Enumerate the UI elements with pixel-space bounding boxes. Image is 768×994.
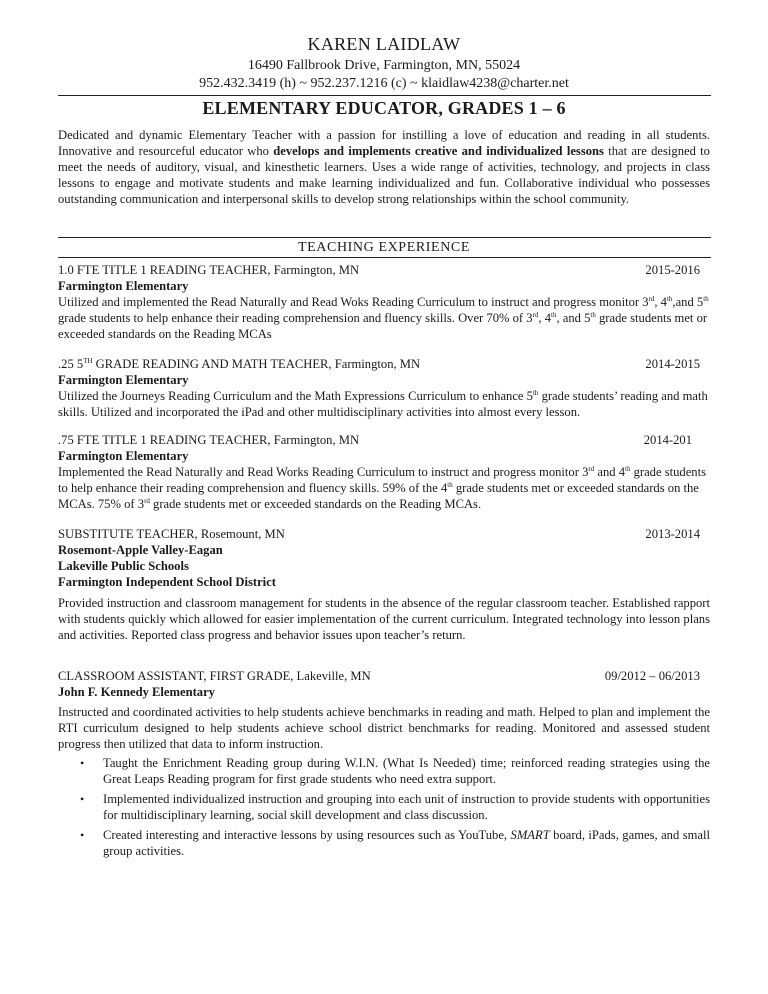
job-description: Instructed and coordinated activities to help students achieve benchmarks in reading and math. Helped to plan and implement the RTI curriculum designed to help students achieve school district benchmarks for reading. Monitored and assessed student progress then utilized that data to inform instruction. bbox=[58, 705, 710, 751]
ordinal-suffix: th bbox=[551, 310, 557, 319]
list-item-text: board, iPads, games, and small group activities. bbox=[103, 828, 710, 858]
job-title bbox=[58, 356, 420, 372]
job-description bbox=[58, 388, 710, 420]
job-description bbox=[58, 464, 710, 512]
ordinal-suffix: th bbox=[625, 464, 631, 473]
job-organization: Lakeville Public Schools bbox=[58, 559, 189, 573]
job-header bbox=[58, 432, 710, 448]
candidate-name: KAREN LAIDLAW bbox=[307, 34, 461, 54]
section-title: TEACHING EXPERIENCE bbox=[298, 240, 470, 255]
job-header bbox=[58, 356, 710, 372]
job-dates: 2014-201 bbox=[643, 433, 692, 447]
job-title: .75 FTE TITLE 1 READING TEACHER, Farmington, MN bbox=[58, 433, 360, 447]
job-organization: Farmington Independent School District bbox=[58, 575, 276, 589]
summary-paragraph bbox=[58, 127, 710, 207]
list-item-italic: SMART bbox=[510, 828, 550, 842]
job-header bbox=[58, 262, 710, 278]
job-header bbox=[58, 668, 710, 684]
job-dates: 2014-2015 bbox=[645, 357, 700, 371]
desc-text: , 4 bbox=[654, 295, 667, 309]
resume-headline: ELEMENTARY EDUCATOR, GRADES 1 – 6 bbox=[202, 98, 566, 118]
contact-line: 952.432.3419 (h) ~ 952.237.1216 (c) ~ klaidlaw4238@charter.net bbox=[199, 76, 569, 91]
desc-text: Implemented the Read Naturally and Read Works Reading Curriculum to instruct and progress monitor 3 bbox=[58, 465, 589, 479]
desc-text: , 4 bbox=[538, 311, 552, 325]
ordinal-suffix: th bbox=[590, 310, 596, 319]
ordinal-suffix: th bbox=[447, 480, 453, 489]
section-rule-bottom bbox=[58, 257, 711, 258]
ordinal-suffix: rd bbox=[144, 496, 150, 505]
list-item bbox=[58, 827, 710, 859]
ordinal-suffix: th bbox=[703, 294, 709, 303]
job-entry-2 bbox=[58, 356, 710, 420]
ordinal-suffix: rd bbox=[588, 464, 595, 473]
desc-text: Utilized and implemented the Read Naturally and Read Woks Reading Curriculum to instruct and progress monitor 3 bbox=[58, 295, 649, 309]
list-item bbox=[58, 791, 710, 823]
ordinal-suffix: TH bbox=[83, 356, 93, 365]
job-entry-1 bbox=[58, 262, 710, 342]
job-title: 1.0 FTE TITLE 1 READING TEACHER, Farmington, MN bbox=[58, 263, 360, 277]
job-organization: John F. Kennedy Elementary bbox=[58, 685, 215, 699]
job-entry-4 bbox=[58, 526, 710, 643]
desc-text: grade students met or exceeded standards on the Reading MCAs. bbox=[149, 497, 482, 511]
desc-text: grade students to help enhance their reading comprehension and fluency skills. Over 70% of 3 bbox=[58, 311, 533, 325]
desc-text: grade students met or exceeded standards on the MCAs. 75% of 3 bbox=[58, 481, 699, 511]
desc-text: and 4 bbox=[594, 465, 625, 479]
desc-text: , and 5 bbox=[556, 311, 591, 325]
desc-text: grade students to help enhance their reading comprehension and fluency skills. 59% of the 4 bbox=[58, 465, 706, 495]
list-item-text: Taught the Enrichment Reading group during W.I.N. (What Is Needed) time; reinforced reading strategies using the Great Leaps Reading program for first grade students who need extra support. bbox=[103, 756, 710, 786]
desc-text: grade students met or exceeded standards on the Reading MCAs bbox=[58, 311, 708, 341]
summary-text-1: Dedicated and dynamic Elementary Teacher with a passion for instilling a love of education and reading in all students. Innovative and resourceful educator who bbox=[58, 128, 710, 158]
job-dates: 2015-2016 bbox=[645, 263, 700, 277]
job-title-text: .25 5 bbox=[58, 357, 84, 371]
job-organization: Farmington Elementary bbox=[58, 373, 189, 387]
ordinal-suffix: rd bbox=[648, 294, 655, 303]
section-rule-top bbox=[58, 237, 711, 238]
job-title-text: GRADE READING AND MATH TEACHER, Farmington, MN bbox=[92, 357, 421, 371]
job-description: Provided instruction and classroom management for students in the absence of the regular classroom teacher. Established rapport with students quickly which allowed for easier implementation of the current curriculum. Integrated technology into lesson plans and activities. Reported class progress and behavior issues upon teacher’s return. bbox=[58, 596, 710, 642]
summary-text-2: that are designed to meet the needs of auditory, visual, and kinesthetic learners. Uses a wide range of activities, technology, and projects in class lessons to engage and motivate students and make learning individualized and fun. Collaborative individual who possesses outstanding communication and interpersonal skills to develop strong relationships within the school community. bbox=[58, 144, 710, 206]
bullet-icon: • bbox=[80, 792, 85, 806]
desc-text: grade students’ reading and math skills. Utilized and incorporated the iPad and other multidisciplinary activities into almost every lesson. bbox=[58, 389, 708, 419]
job-description bbox=[58, 294, 710, 342]
address-line: 16490 Fallbrook Drive, Farmington, MN, 55024 bbox=[247, 58, 521, 73]
ordinal-suffix: th bbox=[532, 388, 539, 397]
bullet-icon: • bbox=[80, 828, 85, 842]
ordinal-suffix: th bbox=[666, 294, 673, 303]
job-title: CLASSROOM ASSISTANT, FIRST GRADE, Lakeville, MN bbox=[58, 669, 371, 683]
job-title: SUBSTITUTE TEACHER, Rosemount, MN bbox=[58, 527, 285, 541]
responsibility-list bbox=[58, 755, 710, 859]
job-entry-3 bbox=[58, 432, 710, 512]
job-header bbox=[58, 526, 710, 542]
desc-text: ,and 5 bbox=[672, 295, 704, 309]
job-dates: 09/2012 – 06/2013 bbox=[604, 669, 700, 683]
job-organization: Farmington Elementary bbox=[58, 279, 189, 293]
list-item-text: Created interesting and interactive lessons by using resources such as YouTube, bbox=[103, 828, 511, 842]
list-item bbox=[58, 755, 710, 787]
list-item-text: Implemented individualized instruction and grouping into each unit of instruction to provide students with opportunities for multidisciplinary learning, social skill development and class discussion. bbox=[103, 792, 710, 822]
job-organization: Rosemont-Apple Valley-Eagan bbox=[58, 543, 223, 557]
header-rule bbox=[58, 95, 711, 96]
ordinal-suffix: rd bbox=[532, 310, 539, 319]
job-organization: Farmington Elementary bbox=[58, 449, 189, 463]
job-entry-5 bbox=[58, 668, 710, 863]
bullet-icon: • bbox=[80, 756, 85, 770]
summary-bold-text: develops and implements creative and individualized lessons bbox=[273, 144, 604, 158]
desc-text: Utilized the Journeys Reading Curriculum and the Math Expressions Curriculum to enhance 5 bbox=[58, 389, 533, 403]
job-dates: 2013-2014 bbox=[645, 527, 700, 541]
